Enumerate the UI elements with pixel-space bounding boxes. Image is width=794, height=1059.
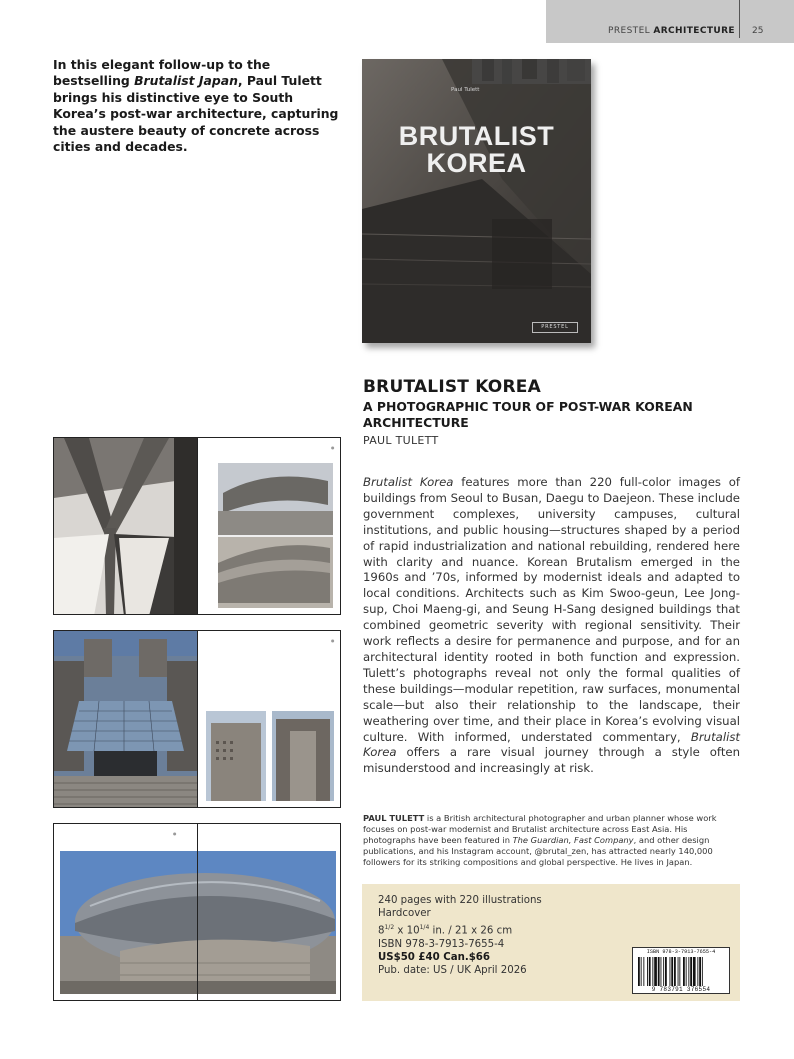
barcode-bar [697,957,698,986]
cover-author: Paul Tulett [451,87,480,93]
thumb-page-marker: ● [331,638,335,643]
book-title: BRUTALIST KOREA [363,377,541,397]
publication-date: Pub. date: US / UK April 2026 [378,965,527,977]
intro-text: In this elegant follow-up to the bestselling Brutalist Japan, Paul Tulett brings his distinctive eye to South Korea’s post-war architecture, capturing the austere beauty of concrete across cities and decades. [53,57,339,155]
page-count: 240 pages with 220 illustrations [378,895,542,906]
book-author: PAUL TULETT [363,434,439,447]
barcode-bar [693,957,696,986]
barcode-bar [674,957,676,986]
barcode-bar [686,957,687,986]
barcode-bar [688,957,689,986]
author-bio: PAUL TULETT is a British architectural photographer and urban planner whose work focuses on post-war modernist and Brutalist architecture across East Asia. His photographs have been featured in The Guardian, Fast Company, and other design publications, and his Instagram account, @brutal_zen, has attracted nearly 140,000 followers for its striking compositions and global perspective. He lives in Japan. [363,813,717,867]
barcode-bar [699,957,701,986]
barcode-bar [654,957,657,986]
thumb-page-marker: ● [331,445,335,450]
series-label: PRESTEL ARCHITECTURE [608,26,735,36]
spread-thumbnail-3 [53,823,341,1001]
spread-photo-dome-building [60,851,336,994]
spread-fold [197,824,198,1000]
book-cover [362,59,591,343]
isbn-barcode [632,947,730,994]
barcode-bar [663,957,664,986]
barcode-bar [647,957,648,986]
barcode-bar [665,957,667,986]
cover-publisher-logo: PRESTEL [532,322,578,333]
barcode-isbn-text: ISBN 978-3-7913-7655-4 [646,949,716,955]
cover-title-line2: KOREA [426,148,527,178]
barcode-bar [670,957,671,986]
barcode-bar [652,957,653,986]
price: US$50 £40 Can.$66 [378,952,490,964]
binding: Hardcover [378,908,431,920]
page-number: 25 [752,26,764,36]
spread-photo-concrete-towers [206,711,334,801]
barcode-bars [638,957,724,986]
spread-thumbnail-2 [53,630,341,808]
thumb-page-marker: ● [173,831,177,836]
book-subtitle: A PHOTOGRAPHIC TOUR OF POST-WAR KOREAN ARCHITECTURE [363,399,693,430]
cover-photo [362,59,591,343]
barcode-bar [683,957,685,986]
spread-thumbnail-1 [53,437,341,615]
barcode-bar [671,957,673,986]
barcode-bar [661,957,662,986]
section-header-tab [546,0,794,43]
barcode-bar [643,957,644,986]
book-description: Brutalist Korea features more than 220 full-color images of buildings from Seoul to Busan, Daegu to Daejeon. These include government complexes, university campuses, cultural institutions, and public housing—structures shaped by a period of rapid industrialization and national rebuilding, rendered here with clarity and nuance. Korean Brutalism emerged in the 1960s and ’70s, informed by modernist ideals and adapted to local conditions. Architects such as Kim Swoo-geun, Lee Jong-sup, Choi Maeng-gi, and Seung H-Sang designed buildings that combined geometric severity with regional sensitivity. Their work reflects a desire for permanence and purpose, and for an architectural identity rooted in both function and expression. Tulett’s photographs reveal not only the formal qualities of these buildings—modular repetition, raw surfaces, monumental scale—but also their relationship to the landscape, their weathering over time, and their place in Korea’s evolving visual culture. With informed, understated commentary, Brutalist Korea offers a rare visual journey through a style often misunderstood and increasingly at risk. [363,475,740,776]
spread-photo-curved-building [218,463,333,608]
dimensions: $8^{1/2}$ x $10^{1/4}$ in. / 21 x 26 cm [378,923,513,937]
barcode-bar [658,957,660,986]
barcode-bar [679,957,680,986]
book-details-box [362,884,740,1001]
book-details [378,894,542,978]
isbn: ISBN 978-3-7913-7655-4 [378,938,505,950]
spread-fold [197,631,198,807]
barcode-digits: 9 783791 376554 [651,986,711,993]
barcode-bar [702,957,703,986]
spread-photo-glass-facade [54,631,197,808]
barcode-bar [649,957,651,986]
spread-fold [197,438,198,614]
spread-photo-columns [54,438,197,615]
header-divider [739,0,740,38]
barcode-bar [638,957,640,986]
barcode-bar [678,957,679,986]
barcode-bar [641,957,642,986]
cover-title-line1: BRUTALIST [398,121,555,151]
barcode-bar [690,957,692,986]
